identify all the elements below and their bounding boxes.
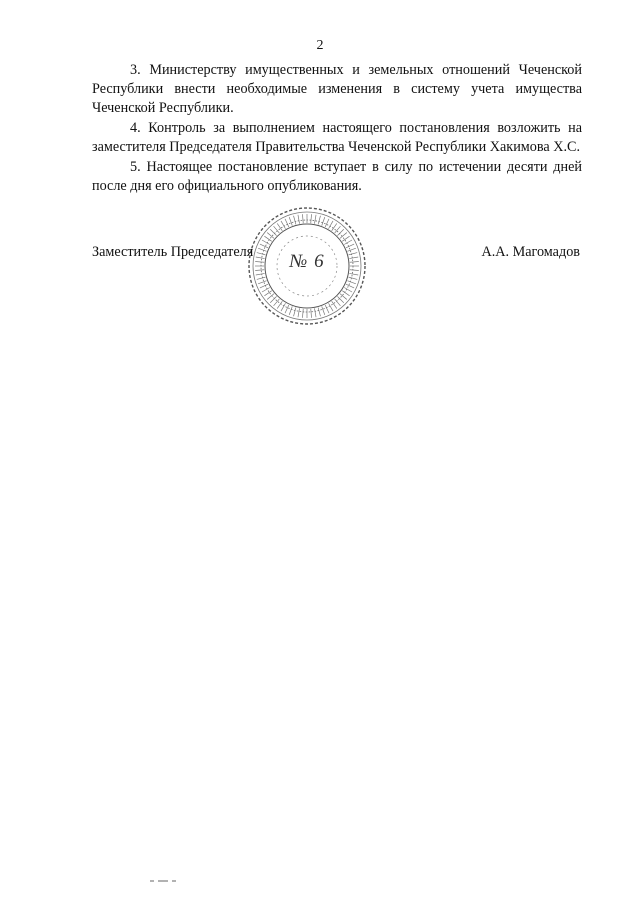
stamp-tick xyxy=(325,219,329,227)
stamp-tick xyxy=(294,216,296,225)
stamp-tick xyxy=(274,226,280,233)
stamp-number: № 6 xyxy=(289,251,325,272)
stamp-tick xyxy=(298,308,300,317)
stamp-tick xyxy=(346,244,354,248)
paragraph-3: 3. Министерству имущественных и земельных отношений Чеченской Республики внести необходимые изменения в систему учета имущества Чеченской Республики. xyxy=(92,62,582,116)
stamp-tick xyxy=(332,223,337,230)
stamp-tick xyxy=(285,305,289,313)
signature-title: Заместитель Председателя xyxy=(92,244,254,260)
stamp-tick xyxy=(349,277,358,279)
stamp-tick xyxy=(346,284,354,288)
stamp-tick xyxy=(344,288,352,293)
stamp-tick xyxy=(302,214,303,223)
stamp-tick xyxy=(302,309,303,318)
stamp-tick xyxy=(277,301,282,308)
stamp-tick xyxy=(322,306,325,314)
stamp-tick xyxy=(314,308,316,317)
stamp-tick xyxy=(289,217,292,225)
paragraph-5: 5. Настоящее постановление вступает в силу по истечении десяти дней после дня его официального опубликования. xyxy=(92,159,582,194)
stamp-tick xyxy=(311,214,312,223)
signature-name: А.А. Магомадов xyxy=(481,244,580,260)
stamp-tick xyxy=(311,309,312,318)
stamp-tick xyxy=(347,281,355,284)
stamp-tick xyxy=(342,291,349,296)
stamp-tick xyxy=(294,308,296,317)
stamp-tick xyxy=(257,277,266,279)
stamp-tick xyxy=(337,296,343,302)
stamp-tick xyxy=(322,217,325,225)
stamp-tick xyxy=(298,215,300,224)
paragraph-4: 4. Контроль за выполнением настоящего постановления возложить на заместителя Председателя Правительства Чеченской Республики Хакимова Х.С. xyxy=(92,120,582,155)
stamp-tick xyxy=(335,299,341,306)
stamp-tick xyxy=(260,244,268,248)
stamp-tick xyxy=(318,308,320,317)
stamp-tick xyxy=(332,301,337,308)
stamp-tick xyxy=(285,219,289,227)
scan-mark xyxy=(150,879,180,883)
stamp-tick xyxy=(318,216,320,225)
stamp-tick xyxy=(270,229,276,235)
round-stamp xyxy=(246,205,368,327)
stamp-tick xyxy=(264,291,271,296)
stamp-tick xyxy=(277,223,282,230)
stamp-tick xyxy=(264,236,271,241)
stamp-tick xyxy=(267,294,274,300)
stamp-tick xyxy=(258,281,266,284)
stamp-tick xyxy=(289,306,292,314)
stamp-tick xyxy=(256,273,265,275)
stamp-tick xyxy=(260,284,268,288)
stamp-tick xyxy=(281,303,286,311)
stamp-tick xyxy=(270,296,276,302)
stamp-tick xyxy=(325,305,329,313)
stamp-tick xyxy=(337,229,343,235)
stamp-tick xyxy=(314,215,316,224)
stamp-tick xyxy=(342,236,349,241)
stamp-tick xyxy=(349,273,358,275)
page-number: 2 xyxy=(316,38,324,53)
